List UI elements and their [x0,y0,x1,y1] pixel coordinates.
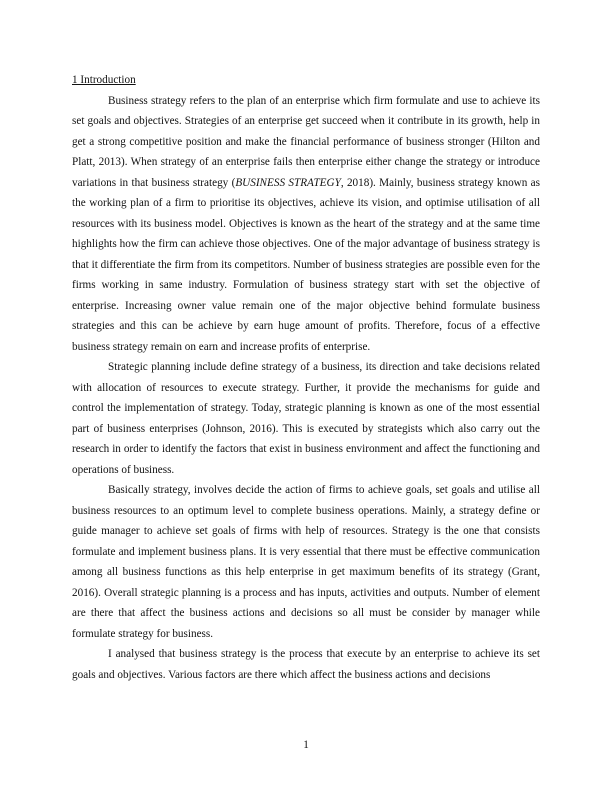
paragraph-1-text-b: , 2018). Mainly, business strategy known as the working plan of a firm to prioritise its objectives, achieve its vision, and optimise utilisation of all resources with its business model. Objectives is known as the heart of the strategy and at the same time highlights how the firm can achieve those objectives. One of the major advantage of business strategy is that it differentiate the firm from its competitors. Number of business strategies are possible even for the firms working in same industry. Formulation of business strategy start with set the objective of enterprise. Increasing owner value remain one of the major objective behind formulate business strategies and this can be achieve by earn huge amount of profits. Therefore, focus of a effective business strategy remain on earn and increase profits of enterprise. [72,176,541,353]
paragraph-1-italic-source: BUSINESS STRATEGY [235,176,341,189]
paragraph-1-text-a: Business strategy refers to the plan of an enterprise which firm formulate and use to achieve its set goals and objectives. Strategies of an enterprise get succeed when it contribute in its growth, help in get a strong competitive position and make the financial performance of business stronger (Hilton and Platt, 2013). When strategy of an enterprise fails then enterprise either change the strategy or introduce variations in that business strategy ( [72,94,540,189]
paragraph-3-text: Basically strategy, involves decide the action of firms to achieve goals, set goals and utilise all business resources to an optimum level to complete business operations. Mainly, a strategy define or guide manager to achieve set goals of firms with help of resources. Strategy is the one that consists formulate and implement business plans. It is very essential that there must be effective communication among all business functions as this help enterprise in get maximum benefits of its strategy (Grant, 2016). Overall strategic planning is a process and has inputs, activities and outputs. Number of element are there that affect the business actions and decisions so all must be consider by manager while formulate strategy for business. [72,484,540,640]
page-number: 1 [303,739,309,751]
paragraph-2 [72,357,540,480]
section-heading: 1 Introduction [72,74,136,86]
paragraph-1 [72,91,540,358]
paragraph-2-text: Strategic planning include define strategy of a business, its direction and take decisions related with allocation of resources to execute strategy. Further, it provide the mechanisms for guide and control the implementation of strategy. Today, strategic planning is known as one of the most essential part of business enterprises (Johnson, 2016). This is executed by strategists which also carry out the research in order to identify the factors that exist in business environment and affect the functioning and operations of business. [72,361,540,476]
page-content [72,70,540,685]
paragraph-4 [72,644,540,685]
paragraph-4-text: I analysed that business strategy is the process that execute by an enterprise to achieve its set goals and objectives. Various factors are there which affect the business actions and decisions [72,648,540,681]
paragraph-3 [72,480,540,644]
